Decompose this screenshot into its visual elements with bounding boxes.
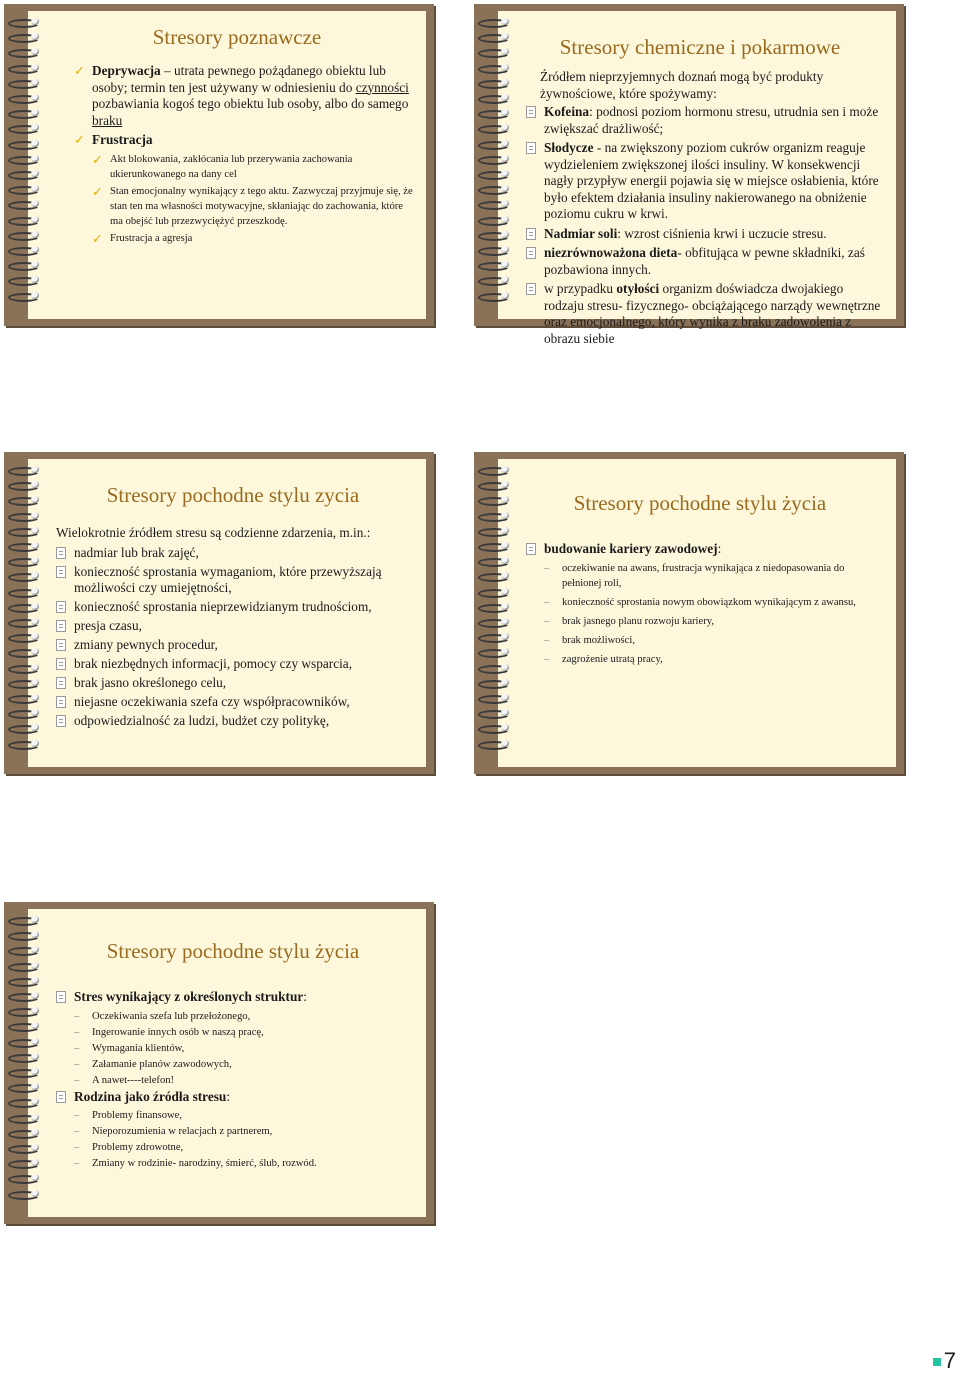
slide-paper [28, 11, 426, 319]
sub-list-item: ✓ Akt blokowania, zakłócania lub przerywania zachowania ukierunkowanego na dany cel [92, 151, 353, 180]
note-icon [56, 991, 66, 1003]
slide-paper [28, 909, 426, 1217]
dash-bullet: – [544, 596, 550, 608]
note-icon [526, 247, 536, 259]
sub-list-item: – konieczność sprostania nowym obowiązkom wynikającym z awansu, [544, 596, 856, 608]
note-icon [526, 543, 536, 555]
sub-list-item: – zagrożenie utratą pracy, [544, 653, 663, 665]
list-item: brak jasno określonego celu, [56, 675, 414, 692]
note-icon [56, 639, 66, 651]
note-icon [56, 715, 66, 727]
note-icon [56, 566, 66, 578]
sub-list-item: – brak jasnego planu rozwoju kariery, [544, 615, 714, 627]
list-item: Stres wynikający z określonych struktur: [56, 989, 414, 1006]
note-icon [56, 696, 66, 708]
list-item: Rodzina jako źródła stresu: [56, 1089, 414, 1106]
note-icon [56, 601, 66, 613]
sub-list-item: – Ingerowanie innych osób w naszą pracę, [74, 1026, 264, 1038]
page-number: 7 [933, 1348, 956, 1374]
checkmark-icon: ✓ [92, 230, 103, 246]
dash-bullet: – [544, 653, 550, 665]
list-item: presja czasu, [56, 618, 414, 635]
list-item: niezrównoważona dieta- obfitująca w pewne składniki, zaś pozbawiona innych. [526, 245, 884, 278]
list-item: budowanie kariery zawodowej: [526, 541, 884, 558]
slide-title: Stresory pochodne stylu życia [573, 491, 827, 515]
slide-intro: Źródłem nieprzyjemnych doznań mogą być produkty żywnościowe, które spożywamy: [540, 69, 824, 101]
note-icon [526, 142, 536, 154]
dash-bullet: – [74, 1010, 80, 1022]
slide-1 [4, 4, 434, 326]
dash-bullet: – [74, 1158, 80, 1169]
note-icon [56, 620, 66, 632]
note-icon [526, 283, 536, 295]
sub-list-item: ✓ Frustracja a agresja [92, 230, 193, 246]
list-item: Kofeina: podnosi poziom hormonu stresu, utrudnia sen i może zwiększać drażliwość; [526, 104, 884, 137]
slide-paper [498, 11, 896, 346]
slide-2 [474, 4, 904, 346]
dash-bullet: – [544, 615, 550, 627]
slide-title: Stresory poznawcze [152, 25, 322, 49]
slide-title: Stresory pochodne stylu zycia [106, 483, 360, 507]
note-icon [56, 1091, 66, 1103]
sub-list-item: – Oczekiwania szefa lub przełożonego, [74, 1010, 251, 1022]
dash-bullet: – [544, 634, 550, 646]
note-icon [526, 106, 536, 118]
sub-list-item: – A nawet----telefon! [74, 1074, 175, 1086]
dash-bullet: – [74, 1074, 80, 1086]
list-item: brak niezbędnych informacji, pomocy czy wsparcia, [56, 656, 414, 673]
dash-bullet: – [74, 1126, 80, 1137]
sub-list-item: – oczekiwanie na awans, frustracja wynikająca z niedopasowania do pełnionej roli, [544, 562, 845, 589]
dash-bullet: – [74, 1110, 80, 1121]
checkmark-icon: ✓ [74, 132, 85, 147]
checkmark-icon: ✓ [74, 63, 85, 78]
slide-paper [28, 459, 426, 767]
dash-bullet: – [74, 1026, 80, 1038]
list-item: zmiany pewnych procedur, [56, 637, 414, 654]
dash-bullet: – [74, 1058, 80, 1070]
list-item: konieczność sprostania nieprzewidzianym trudnościom, [56, 599, 414, 616]
note-icon [56, 547, 66, 559]
stressor-list [56, 545, 414, 730]
list-item: niejasne oczekiwania szefa czy współpracowników, [56, 694, 414, 711]
slide-5 [4, 902, 434, 1224]
page-marker-icon [933, 1358, 941, 1366]
slide-intro: Wielokrotnie źródłem stresu są codzienne zdarzenia, m.in.: [56, 525, 371, 540]
structures-list [56, 989, 414, 1172]
dash-bullet: – [74, 1142, 80, 1153]
slide-title: Stresory chemiczne i pokarmowe [559, 35, 841, 59]
slide-4 [474, 452, 904, 774]
note-icon [526, 228, 536, 240]
sub-list-item: – brak możliwości, [544, 634, 635, 646]
sub-list-item: – Załamanie planów zawodowych, [74, 1058, 232, 1070]
dash-bullet: – [74, 1042, 80, 1054]
list-item: nadmiar lub brak zajęć, [56, 545, 414, 562]
list-item: konieczność sprostania wymaganiom, które przewyższają możliwości czy umiejętności, [56, 564, 414, 597]
slide-3 [4, 452, 434, 774]
slide-paper [498, 459, 896, 767]
sub-list-item: – Wymagania klientów, [74, 1042, 185, 1054]
checkmark-icon: ✓ [92, 183, 103, 199]
sub-list-item: – Nieporozumienia w relacjach z partnerem, [74, 1126, 273, 1137]
sub-list-item: – Zmiany w rodzinie- narodziny, śmierć, ślub, rozwód. [74, 1158, 317, 1169]
list-item: Słodycze - na zwiększony poziom cukrów organizm reaguje wydzieleniem zwiększonej ilości insuliny. W konsekwencji nagły przypływ energii pojawia się w miejsce osłabienia, które było efektem działania insuliny nakierowanego na obniżenie poziomu cukru w krwi. [526, 140, 884, 223]
sub-list-item: ✓ Stan emocjonalny wynikający z tego aktu. Zazwyczaj przyjmuje się, że stan ten ma własności motywacyjne, skłaniając do zachowania, które ma obejść lub przezwyciężyć przeszkodę. [92, 183, 413, 227]
list-item: Nadmiar soli: wzrost ciśnienia krwi i uczucie stresu. [526, 226, 884, 243]
slide-title: Stresory pochodne stylu życia [106, 939, 360, 963]
checkmark-icon: ✓ [92, 151, 103, 167]
list-item: odpowiedzialność za ludzi, budżet czy politykę, [56, 713, 414, 730]
dash-bullet: – [544, 562, 550, 574]
list-item: ✓ Frustracja [74, 132, 153, 147]
sub-list-item: – Problemy zdrowotne, [74, 1142, 184, 1153]
list-item: ✓ Deprywacja – utrata pewnego pożądanego obiektu lub osoby; termin ten jest używany w odniesieniu do czynności pozbawiania kogoś tego obiektu lub osoby, albo do samego braku [74, 63, 409, 128]
list-item: w przypadku otyłości organizm doświadcza dwojakiego rodzaju stresu- fizycznego- obciążającego narządy wewnętrzne oraz emocjonalnego, który wynika z braku zadowolenia z obrazu siebie [526, 281, 884, 347]
sub-list-item: – Problemy finansowe, [74, 1110, 183, 1121]
note-icon [56, 658, 66, 670]
note-icon [56, 677, 66, 689]
career-sublist [526, 561, 884, 667]
